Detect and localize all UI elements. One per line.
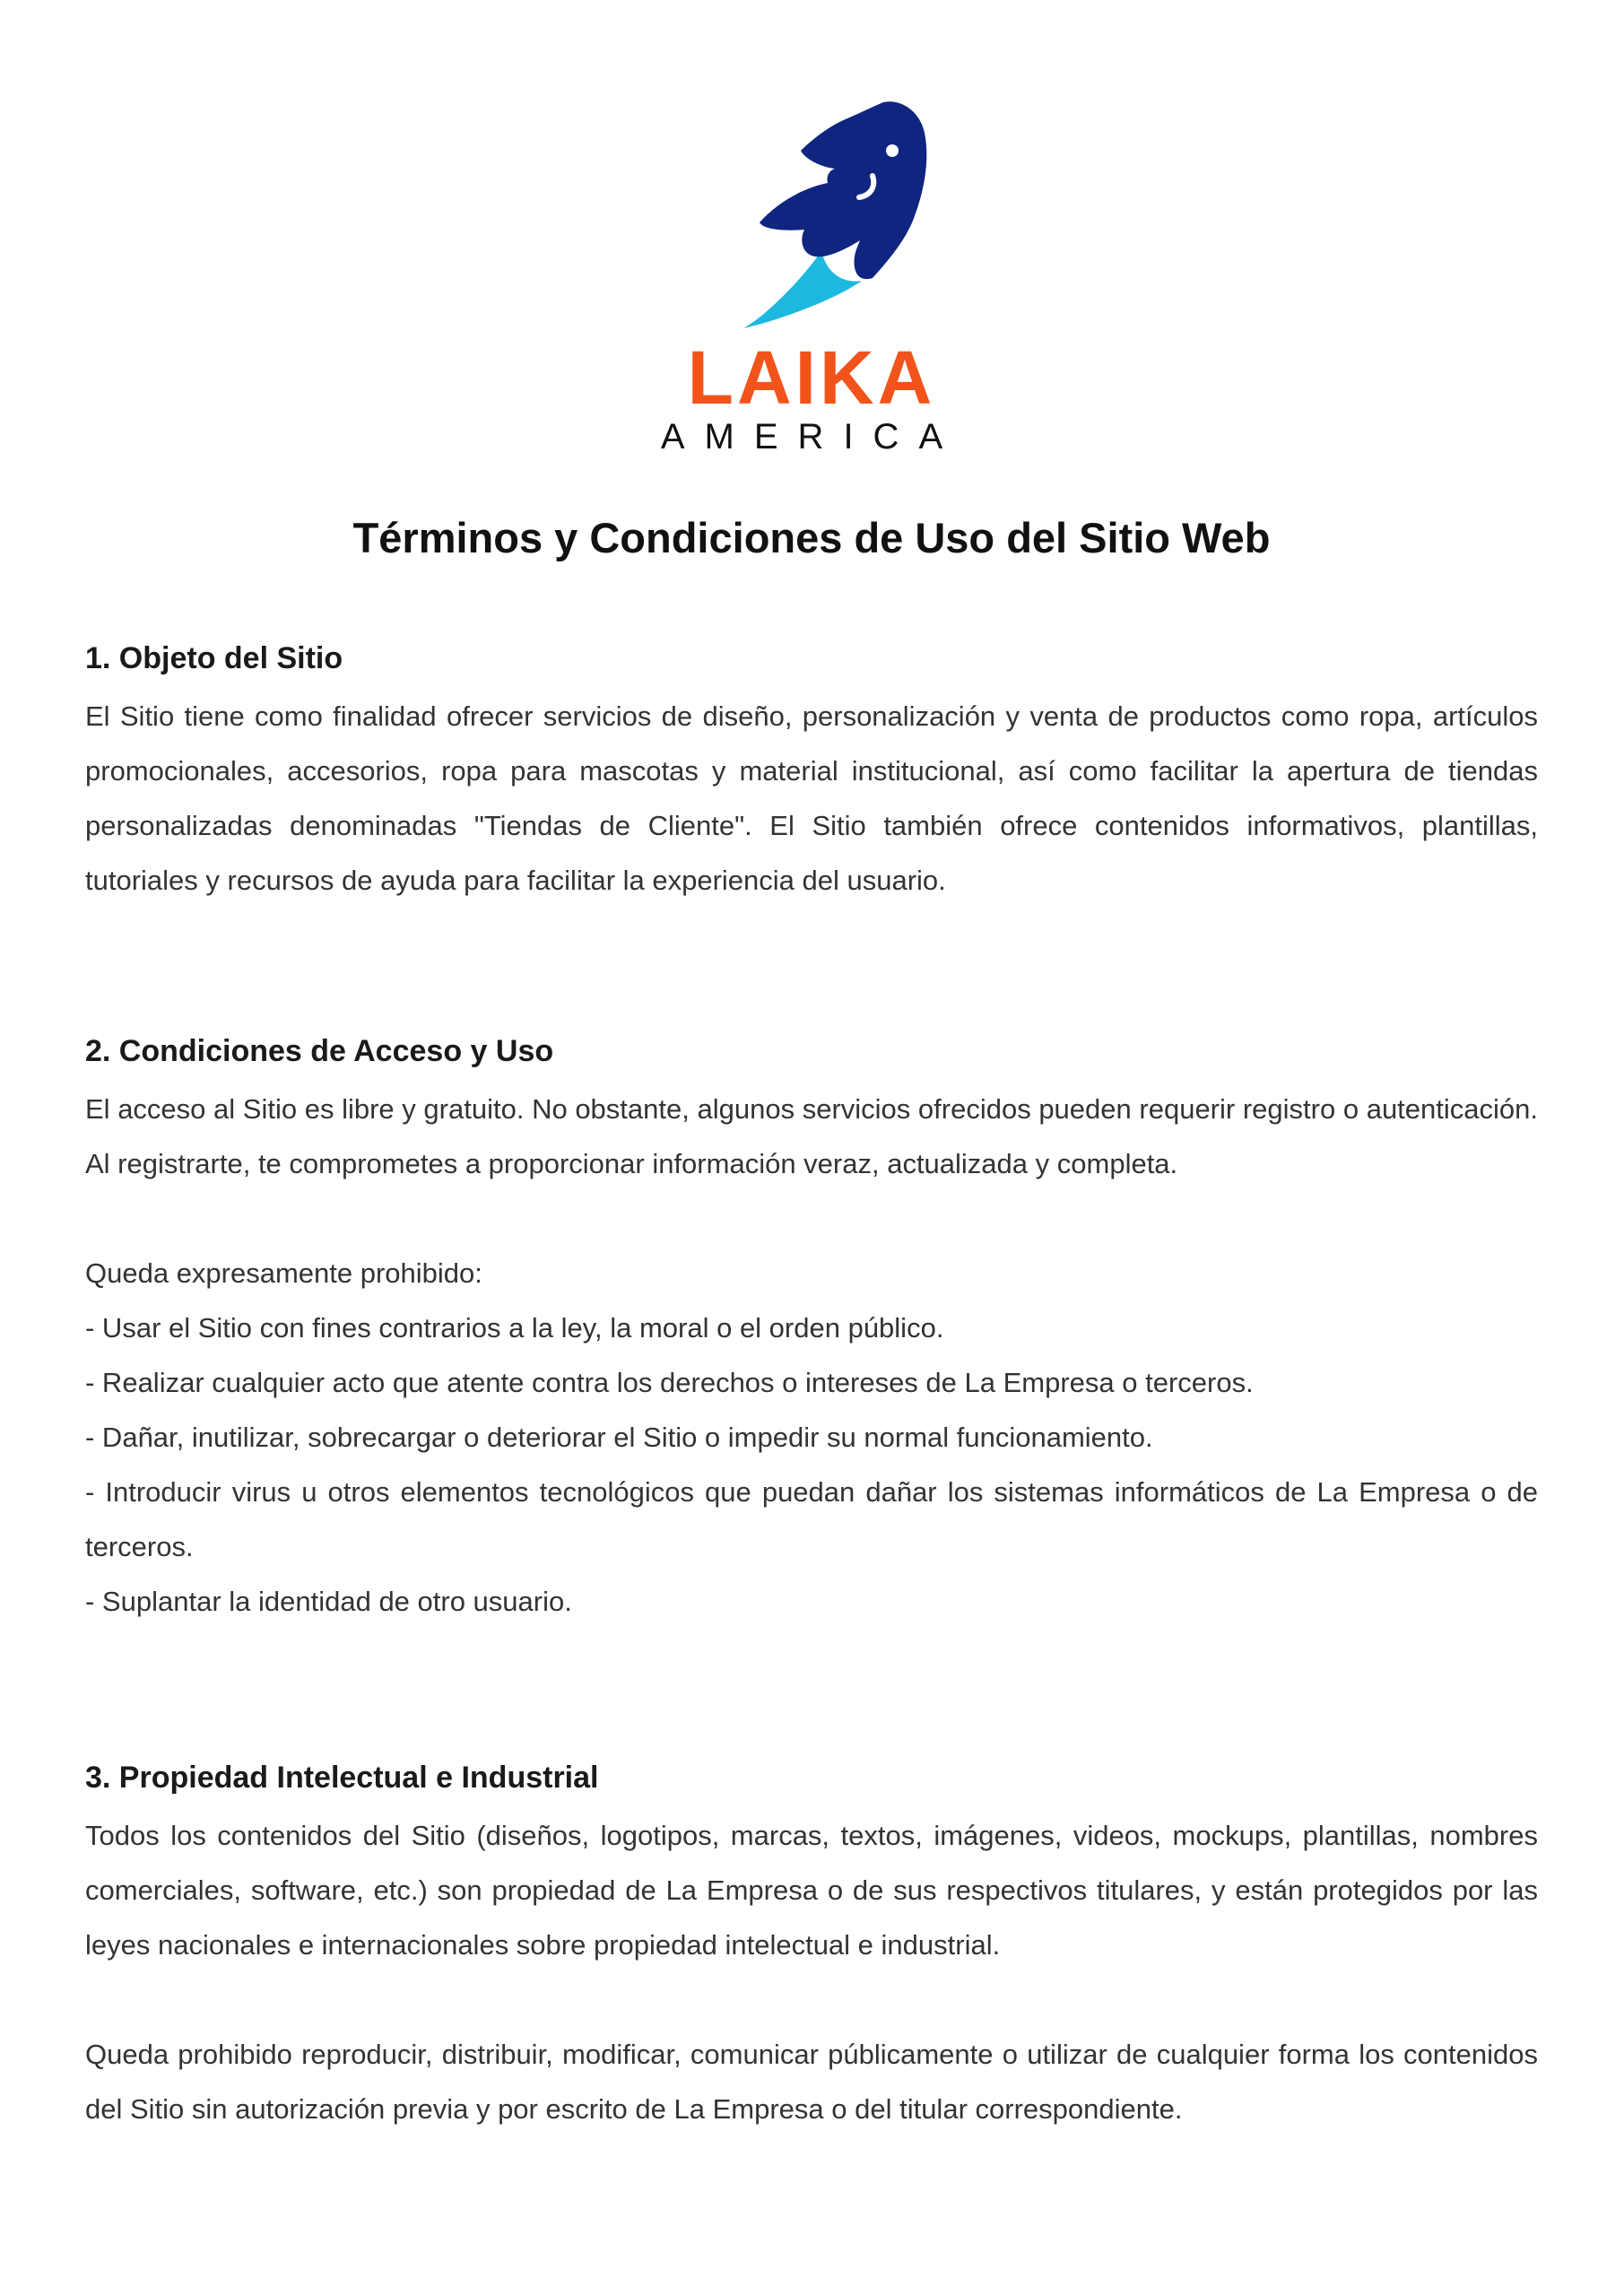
page-title: Términos y Condiciones de Uso del Sitio Web [352, 514, 1271, 561]
prohibited-list [85, 1246, 1538, 1629]
rocket-flame-icon [743, 251, 862, 328]
wordmark-laika: LAIKA [687, 335, 936, 420]
dog-eye-icon [886, 144, 899, 157]
section-propiedad-intelectual [85, 1758, 1538, 2136]
wordmark-america: AMERICA [660, 417, 963, 456]
laika-america-logo [657, 97, 967, 456]
list-lead: Queda expresamente prohibido: [85, 1257, 482, 1290]
section-paragraph: Queda prohibido reproducir, distribuir, modificar, comunicar públicamente o utilizar de cualquier forma los contenidos del Sitio sin autorización previa y por escrito de La Empresa o del titular correspondiente. [85, 2039, 1538, 2126]
list-item: - Realizar cualquier acto que atente contra los derechos o intereses de La Empresa o terceros. [85, 1367, 1254, 1399]
list-item: - Dañar, inutilizar, sobrecargar o deteriorar el Sitio o impedir su normal funcionamiento. [85, 1422, 1153, 1454]
section-heading: 3. Propiedad Intelectual e Industrial [85, 1761, 599, 1795]
section-paragraph: El acceso al Sitio es libre y gratuito. No obstante, algunos servicios ofrecidos pueden requerir registro o autenticación. Al registrarte, te comprometes a proporcionar información veraz, actualizada y completa. [85, 1093, 1538, 1180]
section-acceso-uso [85, 1031, 1538, 1629]
section-paragraph: Todos los contenidos del Sitio (diseños, logotipos, marcas, textos, imágenes, videos, mockups, plantillas, nombres comerciales, software, etc.) son propiedad de La Empresa o de sus respectivos titulares, y están protegidos por las leyes nacionales e internacionales sobre propiedad intelectual e industrial. [85, 1820, 1538, 1961]
section-paragraph: El Sitio tiene como finalidad ofrecer servicios de diseño, personalización y venta de productos como ropa, artículos promocionales, accesorios, ropa para mascotas y material institucional, así como facilitar la apertura de tiendas personalizadas denominadas "Tiendas de Cliente". El Sitio también ofrece contenidos informativos, plantillas, tutoriales y recursos de ayuda para facilitar la experiencia del usuario. [85, 700, 1538, 897]
section-heading: 2. Condiciones de Acceso y Uso [85, 1034, 554, 1068]
section-heading: 1. Objeto del Sitio [85, 641, 343, 675]
list-item: - Usar el Sitio con fines contrarios a la ley, la moral o el orden público. [85, 1312, 944, 1344]
laika-dog-icon [760, 101, 926, 279]
section-objeto [85, 639, 1538, 908]
list-item: - Suplantar la identidad de otro usuario. [85, 1586, 572, 1618]
list-item: - Introducir virus u otros elementos tecnológicos que puedan dañar los sistemas informáticos de La Empresa o de terceros. [85, 1476, 1538, 1563]
